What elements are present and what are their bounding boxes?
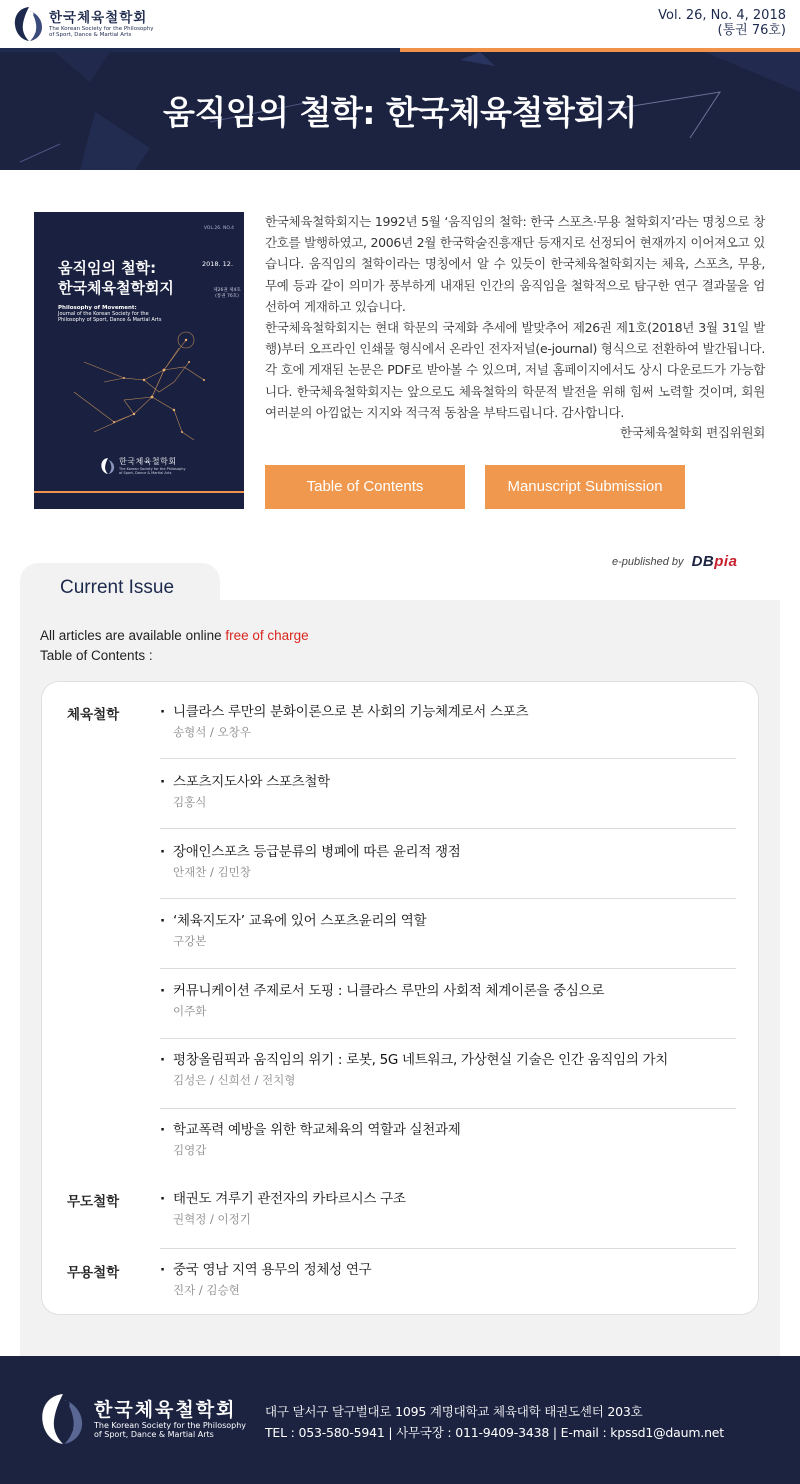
article-item[interactable] bbox=[160, 1190, 736, 1227]
article-title[interactable]: · 스포츠지도사와 스포츠철학 bbox=[160, 773, 736, 791]
cover-logo-english: The Korean Society for the Philosophy of Sport, Dance & Martial Arts bbox=[119, 467, 186, 475]
footer-logo-english: The Korean Society for the Philosophy of Sport, Dance & Martial Arts bbox=[94, 1420, 247, 1439]
article-title[interactable]: · ‘체육지도자’ 교육에 있어 스포츠윤리의 역할 bbox=[160, 912, 736, 930]
article-item[interactable] bbox=[160, 912, 736, 949]
article-title[interactable]: · 커뮤니케이션 주제로서 도핑 : 니클라스 루만의 사회적 체계이론을 중심으로 bbox=[160, 982, 736, 1000]
article-divider bbox=[160, 1038, 736, 1039]
article-authors: 권혁정 / 이정기 bbox=[173, 1212, 251, 1226]
article-divider bbox=[160, 1108, 736, 1109]
intro-paragraph-1: 한국체육철학회지는 1992년 5월 ‘움직임의 철학: 한국 스포츠·무용 철학회지’라는 명칭으로 창간호를 발행하였고, 2006년 2월 한국학술진흥재단 등재지로 선정되어 현재까지 이어져오고 있습니다. 움직임의 철학이라는 명칭에서 알 수 있듯이 한국체육철학회지는 체육, 스포츠, 무용, 무예 등과 같이 의미가 풍부하게 내재된 인간의 움직임을 철학적으로 탐구한 연구 결과물을 엄선하여 게재하고 있습니다. bbox=[265, 214, 765, 314]
cover-english-sub: Journal of the Korean Society for the Philosophy of Sport, Dance & Martial Arts bbox=[58, 311, 162, 323]
title-banner bbox=[0, 52, 800, 170]
cover-logo bbox=[100, 456, 189, 475]
article-authors: 김성은 / 신희선 / 전치형 bbox=[173, 1073, 296, 1087]
article-item[interactable] bbox=[160, 1051, 736, 1088]
manuscript-submission-button[interactable]: Manuscript Submission bbox=[485, 465, 685, 509]
article-title[interactable]: · 학교폭력 예방을 위한 학교체육의 역할과 실천과제 bbox=[160, 1121, 736, 1139]
article-title[interactable]: · 태권도 겨루기 관전자의 카타르시스 구조 bbox=[160, 1190, 736, 1208]
page-title: 움직임의 철학: 한국체육철학회지 bbox=[163, 93, 637, 132]
runner-illustration bbox=[64, 322, 234, 452]
article-item[interactable] bbox=[160, 982, 736, 1019]
article-authors: 안재찬 / 김민창 bbox=[173, 865, 251, 879]
intro-paragraph-2: 한국체육철학회지는 현대 학문의 국제화 추세에 발맞추어 제26권 제1호(2018년 3월 31일 발행)부터 오프라인 인쇄물 형식에서 온라인 전자저널(e-journal) 형식으로 전환하여 발간됩니다. 각 호에 게재된 논문은 PDF로 받아볼 수 있으며, 저널 홈페이지에서도 상시 다운로드가 가능합니다. 한국체육철학회지는 앞으로도 체육철학의 학문적 발전을 위해 힘써 노력할 것이며, 회원 여러분의 아낌없는 지지와 적극적 동참을 부탁드립니다. 감사합니다. bbox=[265, 320, 765, 420]
footer-contact: TEL : 053-580-5941 | 사무국장 : 011-9409-3438 | E-mail : kpssd1@daum.net bbox=[265, 1425, 724, 1440]
cover-title-line2: 한국체육철학회지 bbox=[58, 279, 174, 297]
e-published-by[interactable] bbox=[612, 553, 737, 570]
free-of-charge-text: free of charge bbox=[225, 628, 309, 643]
article-authors: 이주화 bbox=[173, 1004, 207, 1018]
dbpia-logo-db: DB bbox=[691, 553, 715, 570]
footer-logo-korean: 한국체육철학회 bbox=[94, 1398, 237, 1421]
issue-info bbox=[658, 8, 786, 38]
intro-signature: 한국체육철학회 편집위원회 bbox=[620, 425, 765, 440]
issue-volume: Vol. 26, No. 4, 2018 bbox=[658, 8, 786, 23]
article-divider bbox=[160, 1248, 736, 1249]
article-divider bbox=[160, 828, 736, 829]
journal-cover-image[interactable] bbox=[34, 212, 244, 509]
article-authors: 진자 / 김승현 bbox=[173, 1283, 240, 1297]
cover-volume-korean: 제26권 제4호 (통권 76호) bbox=[213, 288, 241, 299]
availability-text: All articles are available online bbox=[40, 628, 226, 643]
journal-introduction bbox=[265, 211, 765, 423]
article-authors: 김홍식 bbox=[173, 795, 207, 809]
article-item[interactable] bbox=[160, 773, 736, 810]
category-dance-philosophy: 무용철학 bbox=[67, 1265, 120, 1281]
article-item[interactable] bbox=[160, 1121, 736, 1158]
article-title[interactable]: · 장애인스포츠 등급분류의 병폐에 따른 윤리적 쟁점 bbox=[160, 843, 736, 861]
footer-emblem-icon bbox=[38, 1390, 88, 1448]
cover-volume: VOL.26. NO.4 bbox=[203, 226, 234, 231]
logo-english-name: The Korean Society for the Philosophy of Sport, Dance & Martial Arts bbox=[49, 25, 154, 38]
cover-accent-line bbox=[34, 491, 244, 493]
dbpia-logo-pia: pia bbox=[714, 553, 738, 570]
society-logo[interactable] bbox=[12, 5, 159, 43]
cover-emblem-icon bbox=[100, 457, 116, 475]
article-title[interactable]: · 니클라스 루만의 분화이론으로 본 사회의 기능체계로서 스포츠 bbox=[160, 703, 736, 721]
current-issue-tab bbox=[20, 563, 220, 603]
cover-english-main: Philosophy of Movement: bbox=[58, 305, 137, 311]
dbpia-logo bbox=[692, 553, 738, 570]
article-authors: 구강본 bbox=[173, 934, 207, 948]
cover-title-line1: 움직임의 철학: bbox=[58, 259, 157, 277]
cover-title bbox=[58, 258, 174, 298]
article-item[interactable] bbox=[160, 703, 736, 740]
article-title[interactable]: · 중국 영남 지역 용무의 정체성 연구 bbox=[160, 1261, 736, 1279]
article-item[interactable] bbox=[160, 843, 736, 880]
availability-note bbox=[40, 626, 309, 666]
article-divider bbox=[160, 968, 736, 969]
toc-label: Table of Contents : bbox=[40, 648, 153, 663]
article-divider bbox=[160, 898, 736, 899]
article-authors: 김영갑 bbox=[173, 1143, 207, 1157]
footer-logo[interactable] bbox=[38, 1390, 254, 1448]
society-emblem-icon bbox=[12, 5, 46, 43]
logo-korean-name: 한국체육철학회 bbox=[49, 9, 148, 26]
table-of-contents-button[interactable]: Table of Contents bbox=[265, 465, 465, 509]
footer-contact-info bbox=[265, 1401, 724, 1443]
category-martial-arts-philosophy: 무도철학 bbox=[67, 1194, 120, 1210]
top-bar bbox=[0, 0, 800, 48]
footer-address: 대구 달서구 달구벌대로 1095 계명대학교 체육대학 태권도센터 203호 bbox=[265, 1404, 643, 1419]
cover-logo-korean: 한국체육철학회 bbox=[119, 457, 177, 466]
cover-date: 2018. 12. bbox=[202, 260, 234, 268]
footer bbox=[0, 1356, 800, 1484]
issue-total-number: (통권 76호) bbox=[717, 23, 786, 38]
article-divider bbox=[160, 758, 736, 759]
article-authors: 송형석 / 오창우 bbox=[173, 725, 251, 739]
article-item[interactable] bbox=[160, 1261, 736, 1298]
current-issue-tab-label: Current Issue bbox=[60, 577, 175, 598]
cover-english-title bbox=[58, 305, 168, 323]
category-sport-philosophy: 체육철학 bbox=[67, 707, 120, 723]
article-title[interactable]: · 평창올림픽과 움직임의 위기 : 로봇, 5G 네트워크, 가상현실 기술은 인간 움직임의 가치 bbox=[160, 1051, 736, 1069]
epub-label: e-published by bbox=[612, 555, 684, 568]
